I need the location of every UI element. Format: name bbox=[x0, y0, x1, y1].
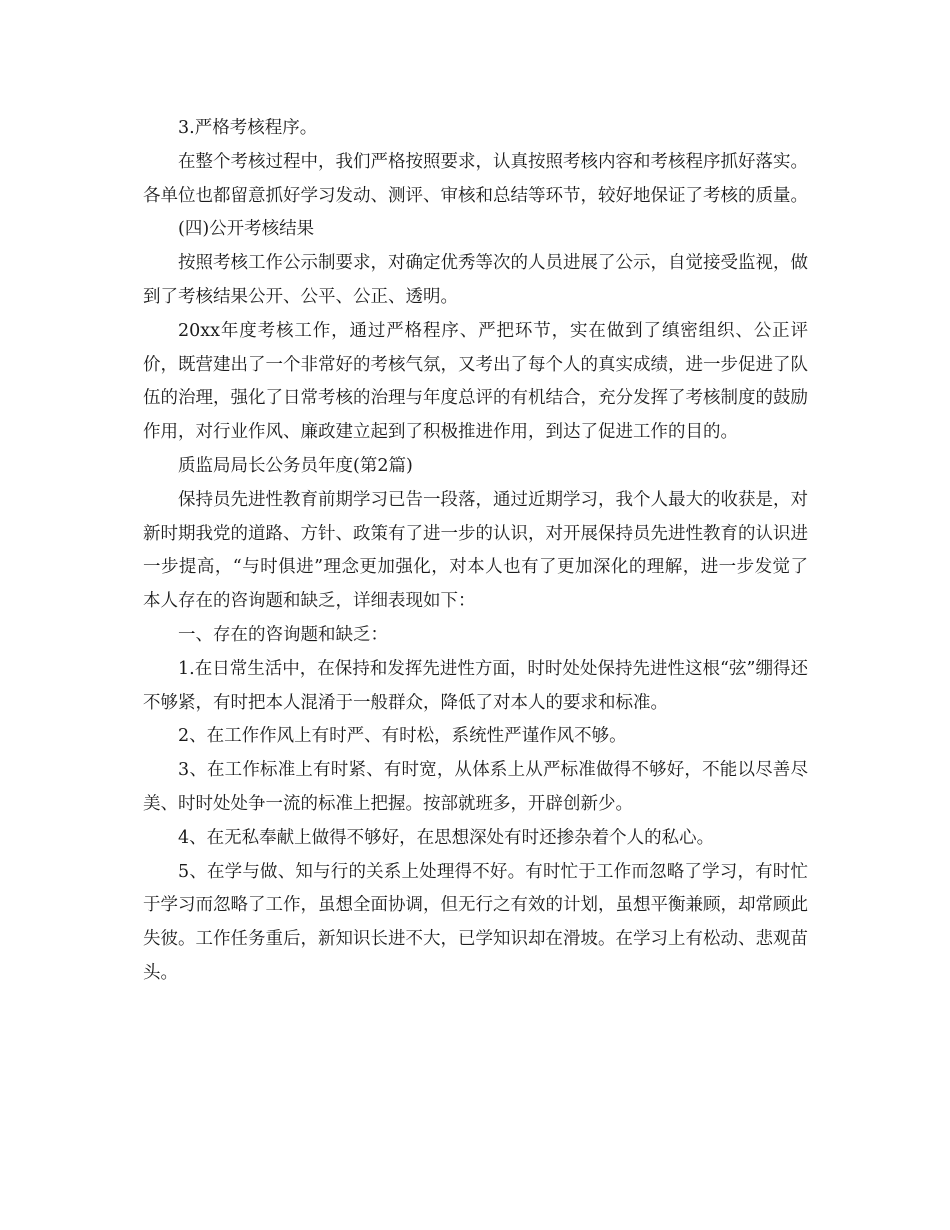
list-item-3: 3、在工作标准上有时紧、有时宽，从体系上从严标准做得不够好，不能以尽善尽美、时时处处争一流的标准上把握。按部就班多，开辟创新少。 bbox=[143, 760, 808, 814]
paragraph-3: 按照考核工作公示制要求，对确定优秀等次的人员进展了公示，自觉接受监视，做到了考核结果公开、公平、公正、透明。 bbox=[143, 253, 808, 307]
list-item-4: 4、在无私奉献上做得不够好，在思想深处有时还掺杂着个人的私心。 bbox=[178, 827, 715, 848]
article-title-part-2: 质监局局长公务员年度(第2篇) bbox=[178, 455, 413, 476]
list-item-5: 5、在学与做、知与行的关系上处理得不好。有时忙于工作而忽略了学习，有时忙于学习而忽略了工作，虽想全面协调，但无行之有效的计划，虽想平衡兼顾，却常顾此失彼。工作任务重后，新知识长进不大，已学知识却在滑坡。在学习上有松动、悲观苗头。 bbox=[143, 861, 808, 983]
list-item-2: 2、在工作作风上有时严、有时松，系统性严谨作风不够。 bbox=[178, 726, 627, 747]
document-body bbox=[143, 112, 808, 991]
paragraph-5: 保持员先进性教育前期学习已告一段落，通过近期学习，我个人最大的收获是，对新时期我党的道路、方针、政策有了进一步的认识，对开展保持员先进性教育的认识进一步提高，“与时俱进”理念更加强化，对本人也有了更加深化的理解，进一步发觉了本人存在的咨询题和缺乏，详细表现如下： bbox=[143, 489, 808, 612]
paragraph-2: 在整个考核过程中，我们严格按照要求，认真按照考核内容和考核程序抓好落实。各单位也都留意抓好学习发动、测评、审核和总结等环节，较好地保证了考核的质量。 bbox=[143, 151, 808, 206]
section-heading-4: (四)公开考核结果 bbox=[178, 219, 315, 240]
section-heading-problems: 一、存在的咨询题和缺乏： bbox=[178, 624, 388, 645]
paragraph-4: 20xx年度考核工作，通过严格程序、严把环节，实在做到了缜密组织、公正评价，既营建出了一个非常好的考核气氛，又考出了每个人的真实成绩，进一步促进了队伍的治理，强化了日常考核的治理与年度总评的有机结合，充分发挥了考核制度的鼓励作用，对行业作风、廉政建立起到了积极推进作用，到达了促进工作的目的。 bbox=[143, 320, 808, 443]
paragraph-1: 3.严格考核程序。 bbox=[178, 118, 318, 138]
list-item-1: 1.在日常生活中，在保持和发挥先进性方面，时时处处保持先进性这根“弦”绷得还不够紧，有时把本人混淆于一般群众，降低了对本人的要求和标准。 bbox=[143, 658, 808, 713]
